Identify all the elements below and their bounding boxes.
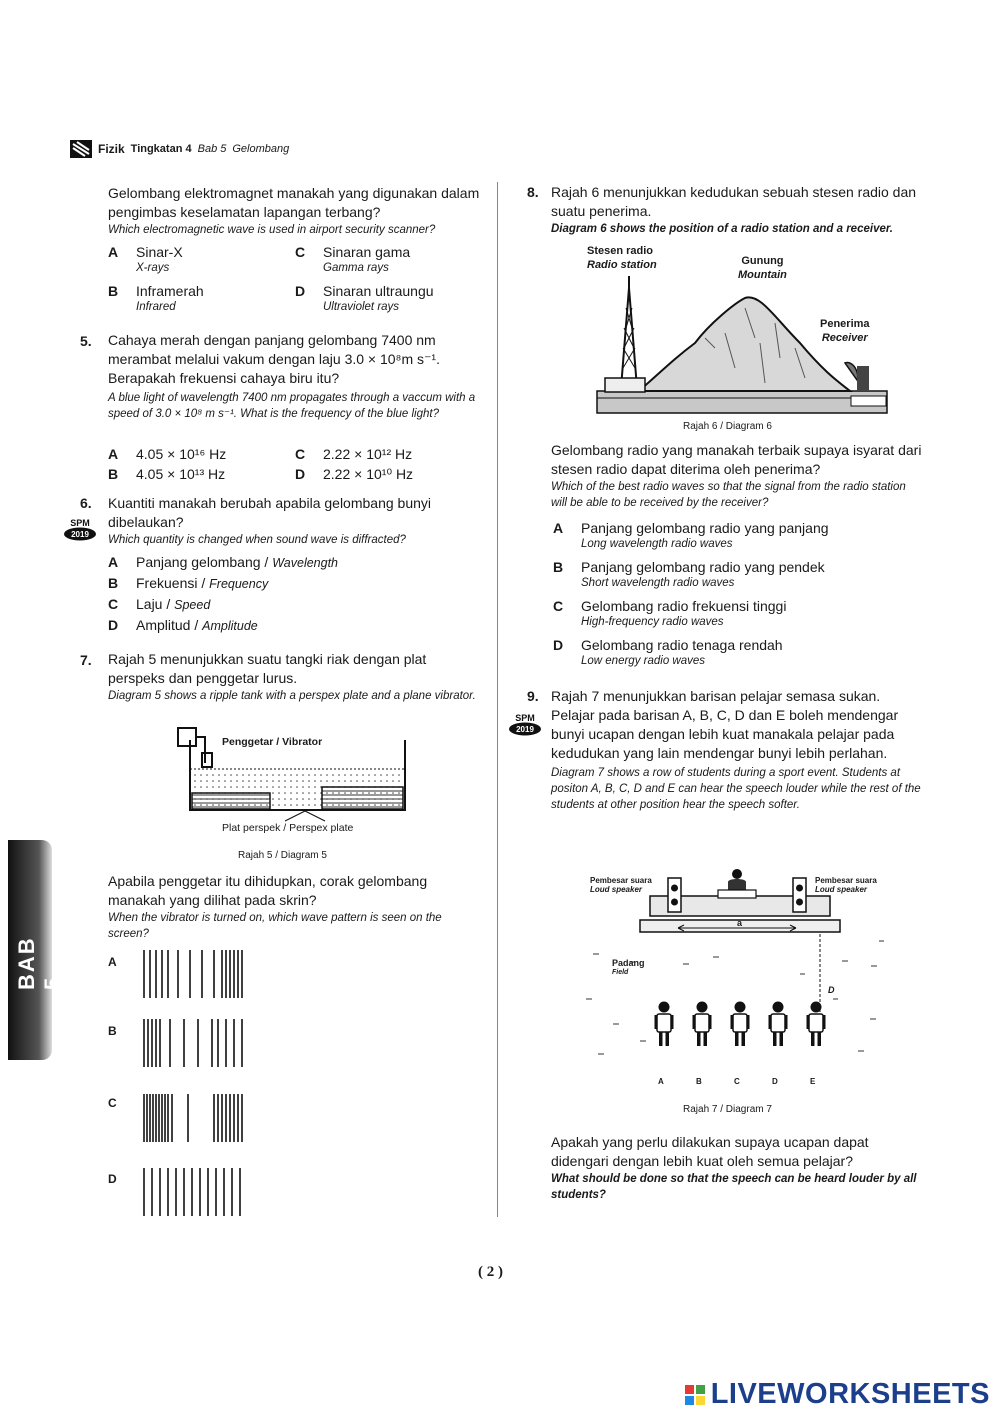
q6-english: Which quantity is changed when sound wave is diffracted? [108,534,406,546]
position-d: D [772,1077,778,1086]
q5-english: A blue light of wavelength 7400 nm propagates through a vaccum with a speed of 3.0 × 10⁸ m s⁻¹. What is the frequency of the blue light? [108,392,476,420]
sport-event-diagram [578,868,898,1093]
q6-option-c[interactable]: C Laju / Speed [108,596,211,612]
q7-option-d-label[interactable]: D [108,1172,117,1186]
q7-option-c-label[interactable]: C [108,1096,117,1110]
q8-option-c[interactable]: C Gelombang radio frekuensi tinggi High-frequency radio waves [553,598,787,628]
q7-option-b-pattern [140,1017,244,1069]
receiver-label: Penerima Receiver [820,318,870,344]
diagram-7-caption: Rajah 7 / Diagram 7 [683,1104,772,1115]
spm-2019-badge-q9 [508,710,542,736]
speaker-left-icon [668,878,681,912]
q4-option-c[interactable]: C Sinaran gama Gamma rays [295,244,411,274]
q9-text: Rajah 7 menunjukkan barisan pelajar semasa sukan. Pelajar pada barisan A, B, C, D dan E boleh mendengar bunyi ucapan dengan lebih kuat manakala pelajar pada kedudukan yang lain mendengar bunyi lebih perlahan. [551,688,899,761]
question-9-part-2 [551,1133,923,1203]
q7-option-a-pattern [140,948,244,1000]
question-8 [551,183,923,237]
receiver-dish-icon [845,363,886,406]
spm-year: 2019 [71,530,89,539]
q8-option-d[interactable]: D Gelombang radio tenaga rendah Low energy radio waves [553,637,783,667]
chapter-side-tab: BAB 5 [8,840,52,1060]
loud-speaker-left-label: Pembesar suara Loud speaker [590,876,652,894]
q5-number: 5. [80,333,92,349]
distance-d-label: D [828,985,835,995]
q8-number: 8. [527,184,539,200]
q7-english-2: When the vibrator is turned on, which wave pattern is seen on the screen? [108,912,442,940]
spm-label: SPM [70,518,90,528]
header-subject: Fizik [98,142,125,156]
position-b: B [696,1077,702,1086]
q7-option-d-pattern [140,1166,244,1218]
question-9 [551,687,923,813]
student-icon [693,1002,712,1047]
q7-number: 7. [80,652,92,668]
q6-number: 6. [80,495,92,511]
q7-text-2: Apabila penggetar itu dihidupkan, corak gelombang manakah yang dilihat pada skrin? [108,873,428,908]
q8-option-a[interactable]: A Panjang gelombang radio yang panjang Long wavelength radio waves [553,520,829,550]
q8-english: Diagram 6 shows the position of a radio station and a receiver. [551,223,893,235]
diagram-5-caption: Rajah 5 / Diagram 5 [238,850,327,861]
q8-option-b[interactable]: B Panjang gelombang radio yang pendek Short wavelength radio waves [553,559,825,589]
position-a: A [658,1077,664,1086]
q4-english: Which electromagnetic wave is used in airport security scanner? [108,224,436,236]
vibrator-label: Penggetar / Vibrator [222,736,323,748]
q7-option-c-pattern [140,1092,244,1144]
q5-option-d[interactable]: D 2.22 × 10¹⁰ Hz [295,466,414,482]
loud-speaker-right-label: Pembesar suara Loud speaker [815,876,877,894]
q8-text-2: Gelombang radio yang manakah terbaik supaya isyarat dari stesen radio dapat diterima oleh penerima? [551,442,922,477]
position-c: C [734,1077,740,1086]
page-number: ( 2 ) [478,1264,503,1280]
distance-a-label: a [737,918,743,928]
question-7-part-2 [108,872,480,942]
q6-option-d[interactable]: D Amplitud / Amplitude [108,617,258,633]
mountain-label: Gunung Mountain [738,255,787,281]
book-logo-icon [70,140,92,158]
q9-english-2: What should be done so that the speech can be heard louder by all students? [551,1173,917,1201]
header-topic: Gelombang [232,143,290,155]
question-4 [108,184,480,238]
q6-text: Kuantiti manakah berubah apabila gelombang bunyi dibelaukan? [108,495,432,530]
header-level: Tingkatan 4 [130,143,192,155]
spm-year: 2019 [516,725,534,734]
liveworksheets-logo-icon [685,1385,705,1405]
question-7 [108,650,480,704]
spm-label: SPM [515,713,535,723]
perspex-plate-label: Plat perspek / Perspex plate [222,822,354,834]
diagram-6-caption: Rajah 6 / Diagram 6 [683,421,772,432]
q6-option-b[interactable]: B Frekuensi / Frequency [108,575,269,591]
q7-option-b-label[interactable]: B [108,1024,117,1038]
student-icon [655,1002,674,1047]
q5-text: Cahaya merah dengan panjang gelombang 7400 nm merambat melalui vakum dengan laju 3.0 × 10⁸m s⁻¹. Berapakah frekuensi cahaya biru itu? [108,332,440,386]
question-8-part-2 [551,441,923,511]
question-5 [108,331,480,422]
q7-text: Rajah 5 menunjukkan suatu tangki riak dengan plat perspeks dan penggetar lurus. [108,651,427,686]
q4-option-a[interactable]: A Sinar-X X-rays [108,244,183,274]
spm-2019-badge [63,515,97,541]
q8-text: Rajah 6 menunjukkan kedudukan sebuah stesen radio dan suatu penerima. [551,184,917,219]
student-icon [769,1002,788,1047]
q6-option-a[interactable]: A Panjang gelombang / Wavelength [108,554,339,570]
q9-number: 9. [527,688,539,704]
radio-station-label: Stesen radio Radio station [587,245,657,271]
q9-english: Diagram 7 shows a row of students during a sport event. Students at positon A, B, C, D and E can hear the speech louder while the rest of the students at other position hear the speech softer. [551,767,921,811]
position-e: E [810,1077,816,1086]
column-divider [497,182,498,1217]
liveworksheets-brand[interactable]: LIVEWORKSHEETS [685,1378,990,1411]
q7-english: Diagram 5 shows a ripple tank with a perspex plate and a plane vibrator. [108,690,476,702]
q4-option-d[interactable]: D Sinaran ultraungu Ultraviolet rays [295,283,434,313]
q8-english-2: Which of the best radio waves so that the signal from the radio station will be able to be received by the receiver? [551,481,906,509]
student-icon [731,1002,750,1047]
header-chapter: Bab 5 [197,143,227,155]
radio-tower-icon [605,276,645,392]
q7-option-a-label[interactable]: A [108,955,117,969]
speaker-right-icon [793,878,806,912]
speaker-person-icon [718,869,756,898]
q5-option-a[interactable]: A 4.05 × 10¹⁶ Hz [108,446,227,462]
page-header [70,140,289,158]
student-icon [807,1002,826,1047]
field-label: Padang Field [612,958,645,976]
q5-option-b[interactable]: B 4.05 × 10¹³ Hz [108,466,226,482]
question-6 [108,494,480,548]
q9-text-2: Apakah yang perlu dilakukan supaya ucapan dapat didengari dengan lebih kuat oleh semua pelajar? [551,1134,869,1169]
q4-option-b[interactable]: B Inframerah Infrared [108,283,204,313]
q4-text: Gelombang elektromagnet manakah yang digunakan dalam pengimbas keselamatan lapangan terbang? [108,185,480,220]
q5-option-c[interactable]: C 2.22 × 10¹² Hz [295,446,413,462]
